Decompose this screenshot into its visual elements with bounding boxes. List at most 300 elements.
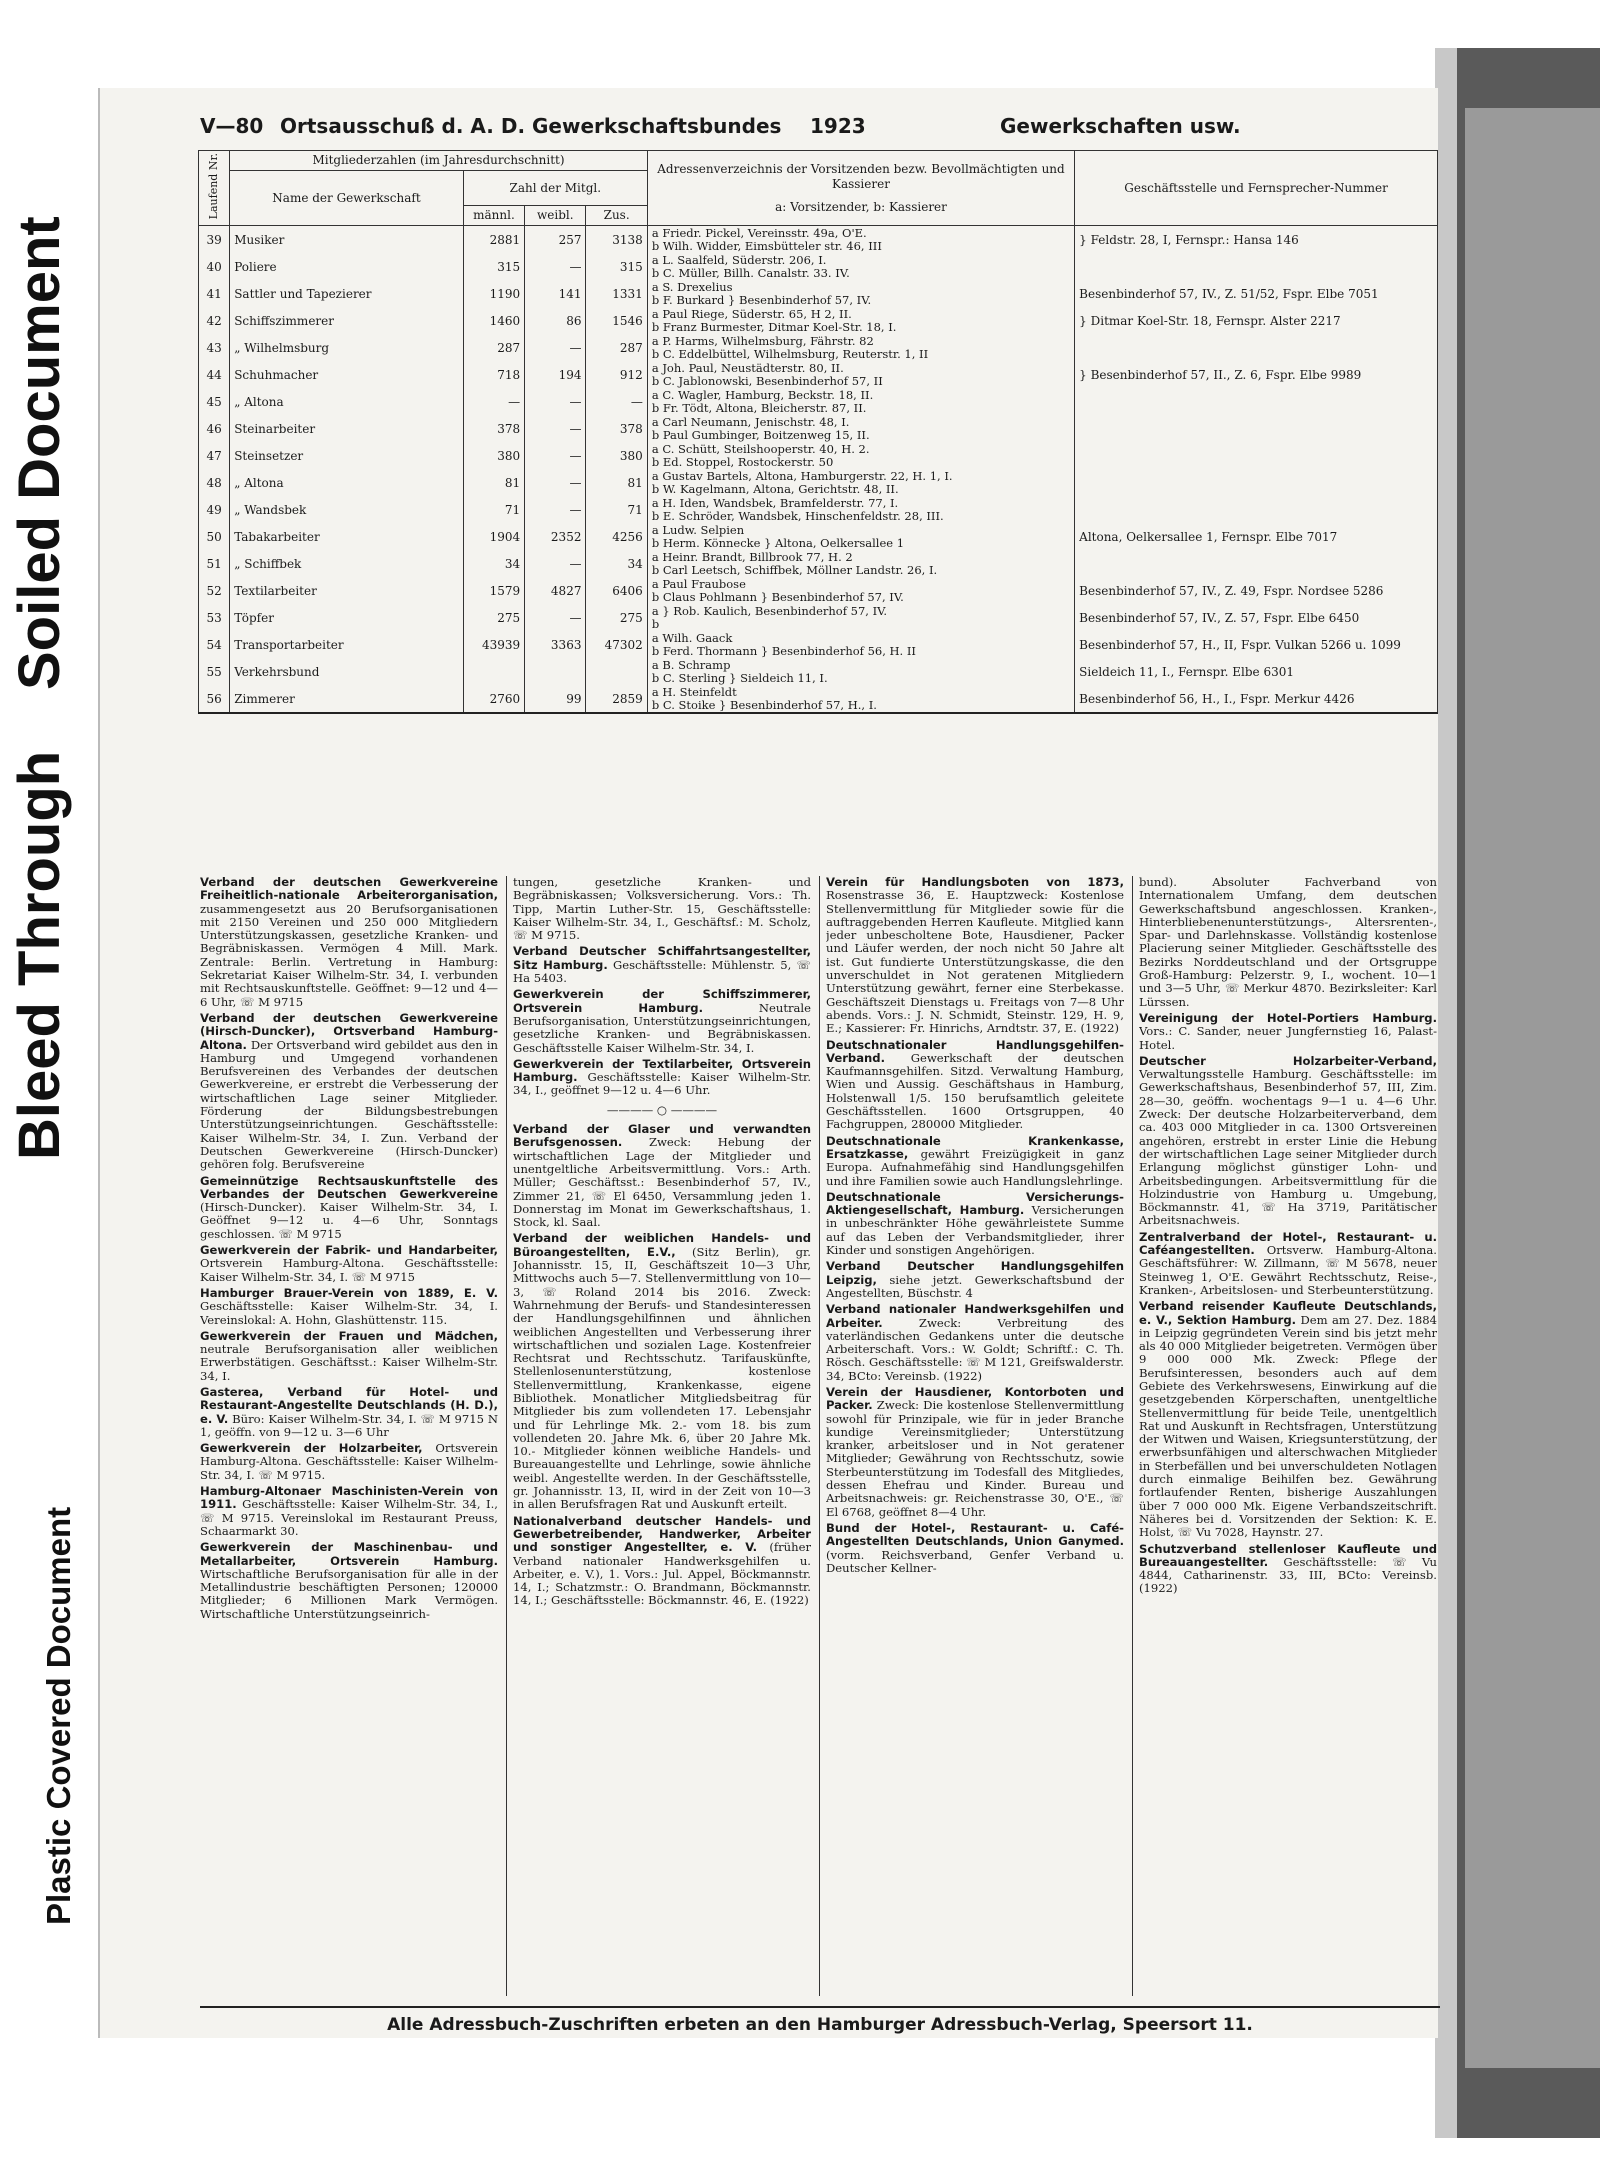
members-male: 2760 (463, 685, 524, 713)
office-cell: } Besenbinderhof 57, II., Z. 6, Fspr. Elbe 9989 (1075, 361, 1438, 388)
union-name: Sattler und Tapezierer (230, 280, 464, 307)
entry-text: Wirtschaftliche Berufsorganisation für alle in der Metallindustrie beschäftigten Personen; 120000 Mitglieder; 6 Millionen Mark Vermögen. Wirtschaftliche Unterstützungseinrich- (200, 1566, 498, 1621)
entry-heading: Gewerkverein der Maschinenbau- und Metallarbeiter, Ortsverein Hamburg. (200, 1540, 498, 1568)
text-columns (200, 876, 1440, 2006)
col-count-header: Zahl der Mitgl. (463, 171, 647, 206)
office-cell: Besenbinderhof 57, H., II, Fspr. Vulkan 5266 u. 1099 (1075, 631, 1438, 658)
entry-heading: Verband der weiblichen Handels- und Büroangestellten, E.V., (513, 1231, 811, 1259)
treasurer-address: b Ed. Stoppel, Rostockerstr. 50 (651, 455, 834, 469)
members-total: 1331 (586, 280, 647, 307)
chair-address: a B. Schramp (651, 658, 731, 672)
office-cell: Sieldeich 11, I., Fernspr. Elbe 6301 (1075, 658, 1438, 685)
members-female: 257 (525, 226, 586, 254)
members-female: — (525, 442, 586, 469)
entry-text: Versicherungen in unbeschränkter Höhe gewährleistete Summe auf das Leben der Verbandsmitglieder, ihrer Kinder und sonstigen Angehörigen. (826, 1203, 1124, 1258)
address-cell (647, 577, 1074, 604)
entry-heading: Deutscher Holzarbeiter-Verband, (1139, 1053, 1437, 1068)
members-total: 2859 (586, 685, 647, 713)
treasurer-address: b Claus Pohlmann } Besenbinderhof 57, IV. (651, 590, 904, 604)
directory-entry (826, 876, 1124, 1036)
chair-address: a Ludw. Selpien (651, 523, 745, 537)
treasurer-address: b C. Jablonowski, Besenbinderhof 57, II (651, 374, 883, 388)
chair-address: a Wilh. Gaack (651, 631, 733, 645)
bleed-through-stamp: Bleed Through (7, 750, 72, 1160)
entry-text: Rosenstrasse 36, E. Hauptzweck: Kostenlose Stellenvermittlung für Mitglieder sowie für die auftraggebenden Herren Kaufleute. Mitglied kann jeder unbescholtene Bote, Hausdiener, Packer und Läufer werden, der noch nicht 50 Jahre alt ist. Gut fundierte Unterstützungskasse, die den unverschuldet in Not geratenen Mitgliedern Unterstützung gewährt, ferner eine Sterbekasse. Geschäftszeit Dienstags u. Freitags von 7—8 Uhr abends. Vors.: J. N. Schmidt, Steinstr. 129, H. 9, E.; Kassierer: Fr. Hinrichs, Arndtstr. 37, E. (1922) (826, 888, 1124, 1036)
table-row (199, 442, 1438, 469)
members-female: 86 (525, 307, 586, 334)
directory-entry (513, 988, 811, 1054)
members-female: 4827 (525, 577, 586, 604)
members-female: 2352 (525, 523, 586, 550)
column-divider (506, 876, 507, 1996)
chair-address: a S. Drexelius (651, 280, 733, 294)
union-name: „ Wilhelmsburg (230, 334, 464, 361)
table-row (199, 280, 1438, 307)
entry-heading: Gewerkverein der Schiffszimmerer, Ortsverein Hamburg. (513, 987, 811, 1015)
office-cell (1075, 415, 1438, 442)
col-sum-header: Zus. (586, 206, 647, 226)
office-cell (1075, 253, 1438, 280)
table-row (199, 658, 1438, 685)
address-cell (647, 658, 1074, 685)
entry-heading: Verein der Hausdiener, Kontorboten und Packer. (826, 1384, 1124, 1413)
treasurer-address: b Herm. Könnecke } Altona, Oelkersallee 1 (651, 536, 905, 550)
members-male: 718 (463, 361, 524, 388)
table-row (199, 577, 1438, 604)
chair-address: a C. Wagler, Hamburg, Beckstr. 18, II. (651, 388, 874, 402)
row-number: 44 (199, 361, 230, 388)
col-office-header: Geschäftsstelle und Fernsprecher-Nummer (1075, 151, 1438, 226)
table-row (199, 415, 1438, 442)
col-members-header: Mitgliederzahlen (im Jahresdurchschnitt) (230, 151, 648, 171)
union-name: „ Altona (230, 388, 464, 415)
union-name: „ Wandsbek (230, 496, 464, 523)
entry-text: neutrale Berufsorganisation aller weiblichen Erwerbstätigen. Geschäftsst.: Kaiser Wilhelm-Str. 34, I. (200, 1342, 498, 1383)
entry-text: Ortsverw. Hamburg-Altona. Geschäftsführer: W. Zillmann, ☏ M 5678, neuer Steinweg 1, O'E. Gewährt Rechtsschutz, Reise-, Kranken-, Arbeitslosen- und Sterbeunterstützung. (1139, 1243, 1437, 1297)
entry-heading: Schutzverband stellenloser Kaufleute und Bureauangestellter. (1139, 1541, 1437, 1569)
union-name: Zimmerer (230, 685, 464, 713)
table-row (199, 334, 1438, 361)
table-row (199, 604, 1438, 631)
entry-heading: Verband nationaler Handwerksgehilfen und Arbeiter. (826, 1302, 1124, 1330)
entry-text: Geschäftsstelle: Kaiser Wilhelm-Str. 34, I., ☏ M 9715. Vereinslokal im Restaurant Preuss, Schaarmarkt 30. (200, 1497, 498, 1538)
row-number: 40 (199, 253, 230, 280)
chair-address: a H. Steinfeldt (651, 685, 737, 699)
row-number: 41 (199, 280, 230, 307)
chair-address: a P. Harms, Wilhelmsburg, Fährstr. 82 (651, 334, 874, 348)
office-cell: } Feldstr. 28, I, Fernspr.: Hansa 146 (1075, 226, 1438, 254)
treasurer-address: b E. Schröder, Wandsbek, Hinschenfeldstr. 28, III. (651, 509, 944, 523)
treasurer-address: b C. Stoike } Besenbinderhof 57, H., I. (651, 698, 877, 712)
members-female: — (525, 604, 586, 631)
entry-text: Ortsverein Hamburg-Altona. Geschäftsstelle: Kaiser Wilhelm-Str. 34, I. ☏ M 9715. (200, 1441, 498, 1482)
row-number: 45 (199, 388, 230, 415)
union-name: Verkehrsbund (230, 658, 464, 685)
members-total: 34 (586, 550, 647, 577)
col-male-header: männl. (463, 206, 524, 226)
address-cell (647, 442, 1074, 469)
members-male: — (463, 388, 524, 415)
entry-heading: Verband der deutschen Gewerkvereine Freiheitlich-nationale Arbeiterorganisation, (200, 876, 498, 903)
entry-text: Dem am 27. Dez. 1884 in Leipzig gegründeten Verein sind bis jetzt mehr als 40 000 Mitglieder beigetreten. Vermögen über 9 000 000 Mk. Zweck: Pflege der Berufsinteressen, besonders auch auf dem Gebiete des Verkehrswesens, Einwirkung auf die gesetzgebenden Körperschaften, unentgeltliche Stellenvermittlung für beide Teile, unentgeltlich Rat und Auskunft in Rechtsfragen, Unterstützung der Witwen und Waisen, Kriegsunterstützung, der erwerbsunfähigen und alterschwachen Mitglieder in Sterbefällen und bei unverschuldeten Notlagen durch einmalige Beihilfen bez. Gewährung fortlaufender Renten, bisherige Auszahlungen über 7 000 000 Mk. Eigene Verbandszeitschrift. Näheres bei d. Vorsitzenden der Sektion: K. E. Holst, ☏ Vu 7028, Haynstr. 27. (1139, 1312, 1437, 1540)
union-name: Schuhmacher (230, 361, 464, 388)
members-female: 141 (525, 280, 586, 307)
address-cell (647, 226, 1074, 254)
entry-heading: Vereinigung der Hotel-Portiers Hamburg. (1139, 1010, 1437, 1025)
table-row (199, 469, 1438, 496)
members-total: 380 (586, 442, 647, 469)
chair-address: a L. Saalfeld, Süderstr. 206, I. (651, 253, 827, 267)
adjacent-page-edge (1435, 48, 1600, 2138)
office-cell (1075, 334, 1438, 361)
entry-heading: Verband Deutscher Handlungsgehilfen Leipzig, (826, 1259, 1124, 1287)
entry-text: Neutrale Berufsorganisation, Unterstützungseinrichtungen, gesetzliche Kranken- und Begräbniskassen. Geschäftsstelle Kaiser Wilhelm-Str. 34, I. (513, 1000, 811, 1055)
running-header (200, 114, 1310, 148)
entry-heading: Gewerkverein der Fabrik- und Handarbeiter, (200, 1243, 498, 1258)
directory-entry (513, 876, 811, 942)
treasurer-address: b C. Sterling } Sieldeich 11, I. (651, 671, 828, 685)
entry-text: Gewerkschaft der deutschen Kaufmannsgehilfen. Sitzd. Verwaltung Hamburg, Wien und Aussig. Geschäftshaus in Hamburg, Holstenwall 1/5. 150 berufsamtlich geleitete Geschäftsstellen. 1600 Ortsgruppen, 40 Fachgruppen, 280000 Mitglieder. (826, 1050, 1124, 1132)
table-row (199, 523, 1438, 550)
members-male: 1460 (463, 307, 524, 334)
row-number: 42 (199, 307, 230, 334)
members-male: 2881 (463, 226, 524, 254)
entry-text: Zweck: Verbreitung des vaterländischen Gedankens unter die deutsche Arbeiterschaft. Vors.: W. Goldt; Schriftf.: C. Th. Rösch. Geschäftsstelle: ☏ M 121, Greifswalderstr. 34, BCto: Vereinsb. (1922) (826, 1315, 1124, 1383)
section-separator: ———— ○ ———— (606, 1102, 718, 1117)
office-cell: Altona, Oelkersallee 1, Fernspr. Elbe 7017 (1075, 523, 1438, 550)
chair-address: a Paul Riege, Süderstr. 65, H 2, II. (651, 307, 852, 321)
members-male: 71 (463, 496, 524, 523)
entry-heading: Zentralverband der Hotel-, Restaurant- u. Caféangestellten. (1139, 1229, 1437, 1258)
members-male: 1190 (463, 280, 524, 307)
header-section: Gewerkschaften usw. (1000, 114, 1241, 138)
entry-heading: Gemeinnützige Rechtsauskunftstelle des Verbandes der Deutschen Gewerkvereine (200, 1173, 498, 1201)
entry-text: gewährt Freizügigkeit in ganz Europa. Aufnahmefähig sind Handlungsgehilfen und ihre Familien sowie auch Handlungslehrlinge. (826, 1146, 1124, 1188)
col-name-header: Name der Gewerkschaft (230, 171, 464, 226)
entry-heading: Hamburger Brauer-Verein von 1889, E. V. (200, 1285, 498, 1300)
entry-heading: Verband der deutschen Gewerkvereine (Hirsch-Duncker), Ortsverband Hamburg-Altona. (200, 1010, 498, 1052)
footer-rule (200, 2006, 1440, 2008)
members-female: 3363 (525, 631, 586, 658)
address-cell (647, 253, 1074, 280)
entry-heading: Hamburg-Altonaer Maschinisten-Verein von 1911. (200, 1484, 498, 1512)
treasurer-address: b Paul Gumbinger, Boitzenweg 15, II. (651, 428, 870, 442)
address-cell (647, 334, 1074, 361)
union-name: Steinsetzer (230, 442, 464, 469)
chair-address: a } Rob. Kaulich, Besenbinderhof 57, IV. (651, 604, 888, 618)
table-row (199, 307, 1438, 334)
members-male: 378 (463, 415, 524, 442)
page-number: V—80 (200, 114, 264, 138)
members-female: — (525, 469, 586, 496)
office-cell: } Ditmar Koel-Str. 18, Fernspr. Alster 2217 (1075, 307, 1438, 334)
address-cell (647, 388, 1074, 415)
union-table (198, 150, 1438, 714)
entry-text: Zweck: Die kostenlose Stellenvermittlung sowohl für Prinzipale, wie für in jeder Branche kundige Vereinsmitglieder; Unterstützung kranker, arbeitsloser und in Not geratener Mitglieder; Gewährung von Rechtsschutz, sowie Sterbeunterstützung im Todesfall des Mitgliedes, dessen Ehefrau und Kinder. Bureau und Arbeitsnachweis: gr. Reichenstrasse 30, O'E., ☏ El 6768, geöffnet 8—4 Uhr. (826, 1398, 1124, 1519)
entry-heading: Verband reisender Kaufleute Deutschlands, e. V., Sektion Hamburg. (1139, 1299, 1437, 1327)
entry-text: Vors.: C. Sander, neuer Jungfernstieg 16, Palast-Hotel. (1139, 1024, 1437, 1052)
directory-entry (1139, 1543, 1437, 1596)
table-row (199, 496, 1438, 523)
directory-entry (826, 1303, 1124, 1383)
treasurer-address: b C. Eddelbüttel, Wilhelmsburg, Reuterstr. 1, II (651, 347, 929, 361)
directory-entry (826, 1039, 1124, 1132)
row-number: 39 (199, 226, 230, 254)
directory-entry (200, 876, 498, 1009)
directory-entry (513, 1058, 811, 1098)
office-cell: Besenbinderhof 57, IV., Z. 57, Fspr. Elbe 6450 (1075, 604, 1438, 631)
document-page (98, 88, 1438, 2038)
union-name: Steinarbeiter (230, 415, 464, 442)
row-number: 55 (199, 658, 230, 685)
chair-address: a Heinr. Brandt, Billbrook 77, H. 2 (651, 550, 853, 564)
entry-text: zusammengesetzt aus 20 Berufsorganisationen mit 2150 Vereinen und 250 000 Mitgliedern Unterstützungskassen, gesetzliche Kranken- und Begräbniskassen. Vermögen 4 Mill. Mark. Zentrale: Berlin. Vertretung in Hamburg: Sekretariat Kaiser Wilhelm-Str. 34, I. verbunden mit Rechtsauskunftstelle. Geöffnet: 9—12 und 4—6 Uhr, ☏ M 9715 (200, 901, 498, 1009)
office-cell: Besenbinderhof 56, H., I., Fspr. Merkur 4426 (1075, 685, 1438, 713)
directory-entry (1139, 1055, 1437, 1228)
entry-heading: Deutschnationale Versicherungs-Aktiengesellschaft, Hamburg. (826, 1189, 1124, 1218)
text-column-3 (826, 876, 1124, 2006)
chair-address: a Carl Neumann, Jenischstr. 48, I. (651, 415, 850, 429)
entry-heading: Verein für Handlungsboten von 1873, (826, 876, 1124, 889)
directory-entry (513, 1232, 811, 1511)
members-female: — (525, 415, 586, 442)
treasurer-address: b Carl Leetsch, Schiffbek, Möllner Landstr. 26, I. (651, 563, 938, 577)
members-total: 47302 (586, 631, 647, 658)
union-name: Poliere (230, 253, 464, 280)
plastic-covered-stamp: Plastic Covered Document (40, 1506, 77, 1925)
table-row (199, 685, 1438, 713)
chair-address: a Gustav Bartels, Altona, Hamburgerstr. 22, H. 1, I. (651, 469, 953, 483)
entry-text: (früher Verband nationaler Handwerksgehilfen u. Arbeiter, e. V.), 1. Vors.: Jul. Appel, Böckmannstr. 14, I.; Schatzmstr.: O. Brandmann, Böckmannstr. 14, I.; Geschäftsstelle: Böckmannstr. 46, E. (1922) (513, 1540, 811, 1608)
entry-text: Geschäftsstelle: Mühlenstr. 5, ☏ Ha 5403. (513, 957, 811, 986)
office-cell (1075, 550, 1438, 577)
members-total: 275 (586, 604, 647, 631)
directory-entry (513, 1123, 811, 1229)
members-total: 287 (586, 334, 647, 361)
table-row (199, 631, 1438, 658)
members-male: 81 (463, 469, 524, 496)
entry-text: (Hirsch-Duncker). Kaiser Wilhelm-Str. 34, I. Geöffnet 9—12 u. 4—6 Uhr, Sonntags geschlossen. ☏ M 9715 (200, 1200, 498, 1241)
members-female (525, 658, 586, 685)
entry-heading: Deutschnationale Krankenkasse, Ersatzkasse, (826, 1133, 1124, 1161)
entry-heading: Bund der Hotel-, Restaurant- u. Café-Angestellten Deutschlands, Union Ganymed. (826, 1520, 1124, 1549)
directory-entry (200, 1485, 498, 1538)
entry-heading: Gasterea, Verband für Hotel- und Restaurant-Angestellte Deutschlands (H. D.), e. V. (200, 1384, 498, 1426)
members-male (463, 658, 524, 685)
directory-entry (200, 1386, 498, 1439)
members-total: — (586, 388, 647, 415)
entry-text: Zweck: Hebung der wirtschaftlichen Lage der Mitglieder und unentgeltliche Arbeitsvermittlung. Vors.: Arth. Müller; Geschäftsst.: Besenbinderhof 57, IV., Zimmer 21, ☏ El 6450, Versammlung jeden 1. Donnerstag im Monat im Gewerkschaftshaus, 1. Stock, kl. Saal. (513, 1135, 811, 1230)
members-male: 34 (463, 550, 524, 577)
soiled-document-stamp: Soiled Document (7, 216, 72, 690)
entry-text: tungen, gesetzliche Kranken- und Begräbniskassen; Volksversicherung. Vors.: Th. Tipp, Martin Luther-Str. 15, Geschäftsstelle: Kaiser Wilhelm-Str. 34, I., Geschäftsf.: M. Scholz, ☏ M 9715. (513, 876, 811, 943)
directory-entry (1139, 876, 1437, 1009)
members-total: 6406 (586, 577, 647, 604)
directory-entry (826, 1386, 1124, 1519)
col-female-header: weibl. (525, 206, 586, 226)
entry-heading: Gewerkverein der Frauen und Mädchen, (200, 1328, 498, 1343)
row-number: 54 (199, 631, 230, 658)
members-male: 43939 (463, 631, 524, 658)
members-female: — (525, 388, 586, 415)
entry-text: Verwaltungsstelle Hamburg. Geschäftsstelle: im Gewerkschaftshaus, Besenbinderhof 57, III, Zim. 28—30, geöffn. wochentags 9—1 u. 4—6 Uhr. Zweck: Der deutsche Holzarbeiterverband, dem ca. 403 000 Mitglieder in ca. 1300 Ortsvereinen angehören, erstrebt in erster Linie die Hebung der wirtschaftlichen Lage seiner Mitglieder durch Erlangung möglichst günstiger Lohn- und Arbeitsbedingungen. Arbeitsvermittlung für die Holzindustrie von Hamburg u. Umgebung, Böckmannstr. 41, ☏ Ha 3719, Paritätischer Arbeitsnachweis. (1139, 1067, 1437, 1228)
treasurer-address: b Wilh. Widder, Eimsbütteler str. 46, III (651, 239, 882, 253)
directory-entry (826, 1260, 1124, 1300)
union-name: „ Altona (230, 469, 464, 496)
directory-entry (826, 1135, 1124, 1188)
entry-text: (Sitz Berlin), gr. Johannisstr. 15, II, Geschäftszeit 10—3 Uhr, Mittwochs auch 5—7. Stellenvermittlung von 10—3, ☏ Roland 2014 bis 2016. Zweck: Wahrnehmung der Berufs- und Standesinteressen der Handlungsgehilfinnen und ähnlichen weiblichen Angestellten und Verbesserung ihrer wirtschaftlichen und sozialen Lage. Kostenfreier Rechtsrat und Rechtsschutz. Tarifauskünfte, Stellenlosenunterstützung, kostenlose Stellenvermittlung, Krankenkasse, eigene Bibliothek. Monatlicher Mitgliedsbeitrag für Mitglieder bis zum vollendeten 17. Lebensjahr und für Lehrlinge Mk. 2.- vom 18. bis zum vollendeten 20. Jahre Mk. 6, über 20 Jahre Mk. 10.- Mitglieder können weibliche Handels- und Bureauangestellte und Lehrlinge, sowie ähnliche weibl. Angestellte werden. In der Geschäftsstelle, gr. Johannisstr. 13, II, wird in der Zeit von 10—3 in allen Berufsfragen Rat und Auskunft erteilt. (513, 1244, 811, 1512)
table-row (199, 253, 1438, 280)
entry-text: Ortsverein Hamburg-Altona. Geschäftsstelle: Kaiser Wilhelm-Str. 34, I. ☏ M 9715 (200, 1256, 498, 1284)
chair-address: a C. Schütt, Steilshooperstr. 40, H. 2. (651, 442, 870, 456)
entry-heading: Verband der Glaser und verwandten Berufsgenossen. (513, 1122, 811, 1150)
address-cell (647, 523, 1074, 550)
entry-heading: Deutschnationaler Handlungsgehilfen-Verband. (826, 1037, 1124, 1065)
chair-address: a H. Iden, Wandsbek, Bramfelderstr. 77, I. (651, 496, 899, 510)
address-cell (647, 415, 1074, 442)
treasurer-address: b C. Müller, Billh. Canalstr. 33. IV. (651, 266, 850, 280)
table-row (199, 388, 1438, 415)
directory-entry (826, 1191, 1124, 1257)
office-cell: Besenbinderhof 57, IV., Z. 49, Fspr. Nordsee 5286 (1075, 577, 1438, 604)
members-total: 1546 (586, 307, 647, 334)
union-name: Tabakarbeiter (230, 523, 464, 550)
text-column-4 (1139, 876, 1437, 2006)
members-male: 275 (463, 604, 524, 631)
entry-text: Geschäftsstelle: ☏ Vu 4844, Catharinenstr. 33, III, BCto: Vereinsb. (1922) (1139, 1554, 1437, 1596)
directory-entry (200, 1012, 498, 1172)
treasurer-address: b (651, 617, 660, 631)
treasurer-address: b F. Burkard } Besenbinderhof 57, IV. (651, 293, 872, 307)
members-total: 912 (586, 361, 647, 388)
directory-entry (826, 1522, 1124, 1575)
entry-text: (vorm. Reichsverband, Genfer Verband u. Deutscher Kellner- (826, 1547, 1124, 1575)
members-female: — (525, 550, 586, 577)
office-cell (1075, 469, 1438, 496)
members-female: — (525, 334, 586, 361)
directory-entry (200, 1244, 498, 1284)
row-number: 50 (199, 523, 230, 550)
row-number: 52 (199, 577, 230, 604)
office-cell (1075, 388, 1438, 415)
members-male: 315 (463, 253, 524, 280)
members-male: 380 (463, 442, 524, 469)
row-number: 47 (199, 442, 230, 469)
members-female: 99 (525, 685, 586, 713)
members-total: 71 (586, 496, 647, 523)
text-column-1 (200, 876, 498, 2006)
row-number: 56 (199, 685, 230, 713)
row-number: 48 (199, 469, 230, 496)
address-cell (647, 550, 1074, 577)
treasurer-address: b W. Kagelmann, Altona, Gerichtstr. 48, II. (651, 482, 899, 496)
union-name: Töpfer (230, 604, 464, 631)
entry-heading: Gewerkverein der Holzarbeiter, (200, 1441, 423, 1456)
chair-address: a Friedr. Pickel, Vereinsstr. 49a, O'E. (651, 226, 867, 240)
directory-entry (1139, 1231, 1437, 1297)
chair-address: a Paul Fraubose (651, 577, 746, 591)
entry-text: Der Ortsverband wird gebildet aus den in Hamburg und Umgegend vorhandenen Berufsvereinen des Verbandes der deutschen Gewerkvereine, er erstrebt die Verbesserung der wirtschaftlichen Lage seiner Mitglieder. Förderung der Bildungsbestrebungen Unterstützungseinrichtungen. Geschäftsstelle: Kaiser Wilhelm-Str. 34, I. Zun. Verband der Deutschen Gewerkvereine (Hirsch-Duncker) gehören folg. Berufsvereine (200, 1037, 498, 1172)
directory-entry (200, 1442, 498, 1482)
header-title: Ortsausschuß d. A. D. Gewerkschaftsbundes (280, 114, 782, 138)
row-number: 46 (199, 415, 230, 442)
address-cell (647, 631, 1074, 658)
members-total: 81 (586, 469, 647, 496)
chair-address: a Joh. Paul, Neustädterstr. 80, II. (651, 361, 844, 375)
col-address-header: Adressenverzeichnis der Vorsitzenden bezw. Bevollmächtigten und Kassierer a: Vorsitzender, b: Kassierer (647, 151, 1074, 226)
col-nr-header: Laufend Nr. (199, 151, 230, 226)
directory-entry (1139, 1300, 1437, 1539)
members-total: 4256 (586, 523, 647, 550)
row-number: 49 (199, 496, 230, 523)
members-total: 315 (586, 253, 647, 280)
row-number: 43 (199, 334, 230, 361)
address-cell (647, 361, 1074, 388)
members-female: 194 (525, 361, 586, 388)
header-year: 1923 (810, 114, 866, 138)
union-name: Schiffszimmerer (230, 307, 464, 334)
directory-entry (513, 945, 811, 985)
entry-text: Büro: Kaiser Wilhelm-Str. 34, I. ☏ M 9715 N 1, geöffn. von 9—12 u. 3—6 Uhr (200, 1411, 498, 1439)
table-row (199, 226, 1438, 254)
office-cell (1075, 496, 1438, 523)
text-column-2 (513, 876, 811, 2006)
address-cell (647, 307, 1074, 334)
address-cell (647, 469, 1074, 496)
members-male: 1579 (463, 577, 524, 604)
page-footer: Alle Adressbuch-Zuschriften erbeten an den Hamburger Adressbuch-Verlag, Speersort 11. (387, 2015, 1253, 2035)
column-divider (819, 876, 820, 1996)
entry-heading: Nationalverband deutscher Handels- und Gewerbetreibender, Handwerker, Arbeiter und sonstiger Angestellter, e. V. (513, 1513, 811, 1555)
treasurer-address: b Fr. Tödt, Altona, Bleicherstr. 87, II. (651, 401, 867, 415)
table-body (199, 226, 1438, 714)
row-number: 51 (199, 550, 230, 577)
union-name: Musiker (230, 226, 464, 254)
address-cell (647, 496, 1074, 523)
office-cell (1075, 442, 1438, 469)
entry-text: Geschäftsstelle: Kaiser Wilhelm-Str. 34, I., geöffnet 9—12 u. 4—6 Uhr. (513, 1070, 811, 1098)
treasurer-address: b Franz Burmester, Ditmar Koel-Str. 18, I. (651, 320, 897, 334)
members-total: 378 (586, 415, 647, 442)
members-female: — (525, 496, 586, 523)
members-female: — (525, 253, 586, 280)
union-name: Textilarbeiter (230, 577, 464, 604)
entry-text: Geschäftsstelle: Kaiser Wilhelm-Str. 34, I. Vereinslokal: A. Hohn, Glashüttenstr. 115. (200, 1299, 498, 1327)
row-number: 53 (199, 604, 230, 631)
address-cell (647, 280, 1074, 307)
entry-heading: Verband Deutscher Schiffahrtsangestellter, Sitz Hamburg. (513, 944, 811, 972)
column-divider (1132, 876, 1133, 1996)
members-male: 1904 (463, 523, 524, 550)
directory-entry (513, 1515, 811, 1608)
table-row (199, 550, 1438, 577)
members-total: 3138 (586, 226, 647, 254)
directory-entry (1139, 1012, 1437, 1052)
members-male: 287 (463, 334, 524, 361)
directory-entry (200, 1330, 498, 1383)
address-cell (647, 685, 1074, 713)
entry-heading: Gewerkverein der Textilarbeiter, Ortsverein Hamburg. (513, 1056, 811, 1085)
union-name: Transportarbeiter (230, 631, 464, 658)
entry-text: siehe jetzt. Gewerkschaftsbund der Angestellten, Büschstr. 4 (826, 1272, 1124, 1300)
address-cell (647, 604, 1074, 631)
office-cell: Besenbinderhof 57, IV., Z. 51/52, Fspr. Elbe 7051 (1075, 280, 1438, 307)
directory-entry (200, 1541, 498, 1621)
treasurer-address: b Ferd. Thormann } Besenbinderhof 56, H. II (651, 644, 916, 658)
union-name: „ Schiffbek (230, 550, 464, 577)
directory-entry (200, 1287, 498, 1327)
table-row (199, 361, 1438, 388)
